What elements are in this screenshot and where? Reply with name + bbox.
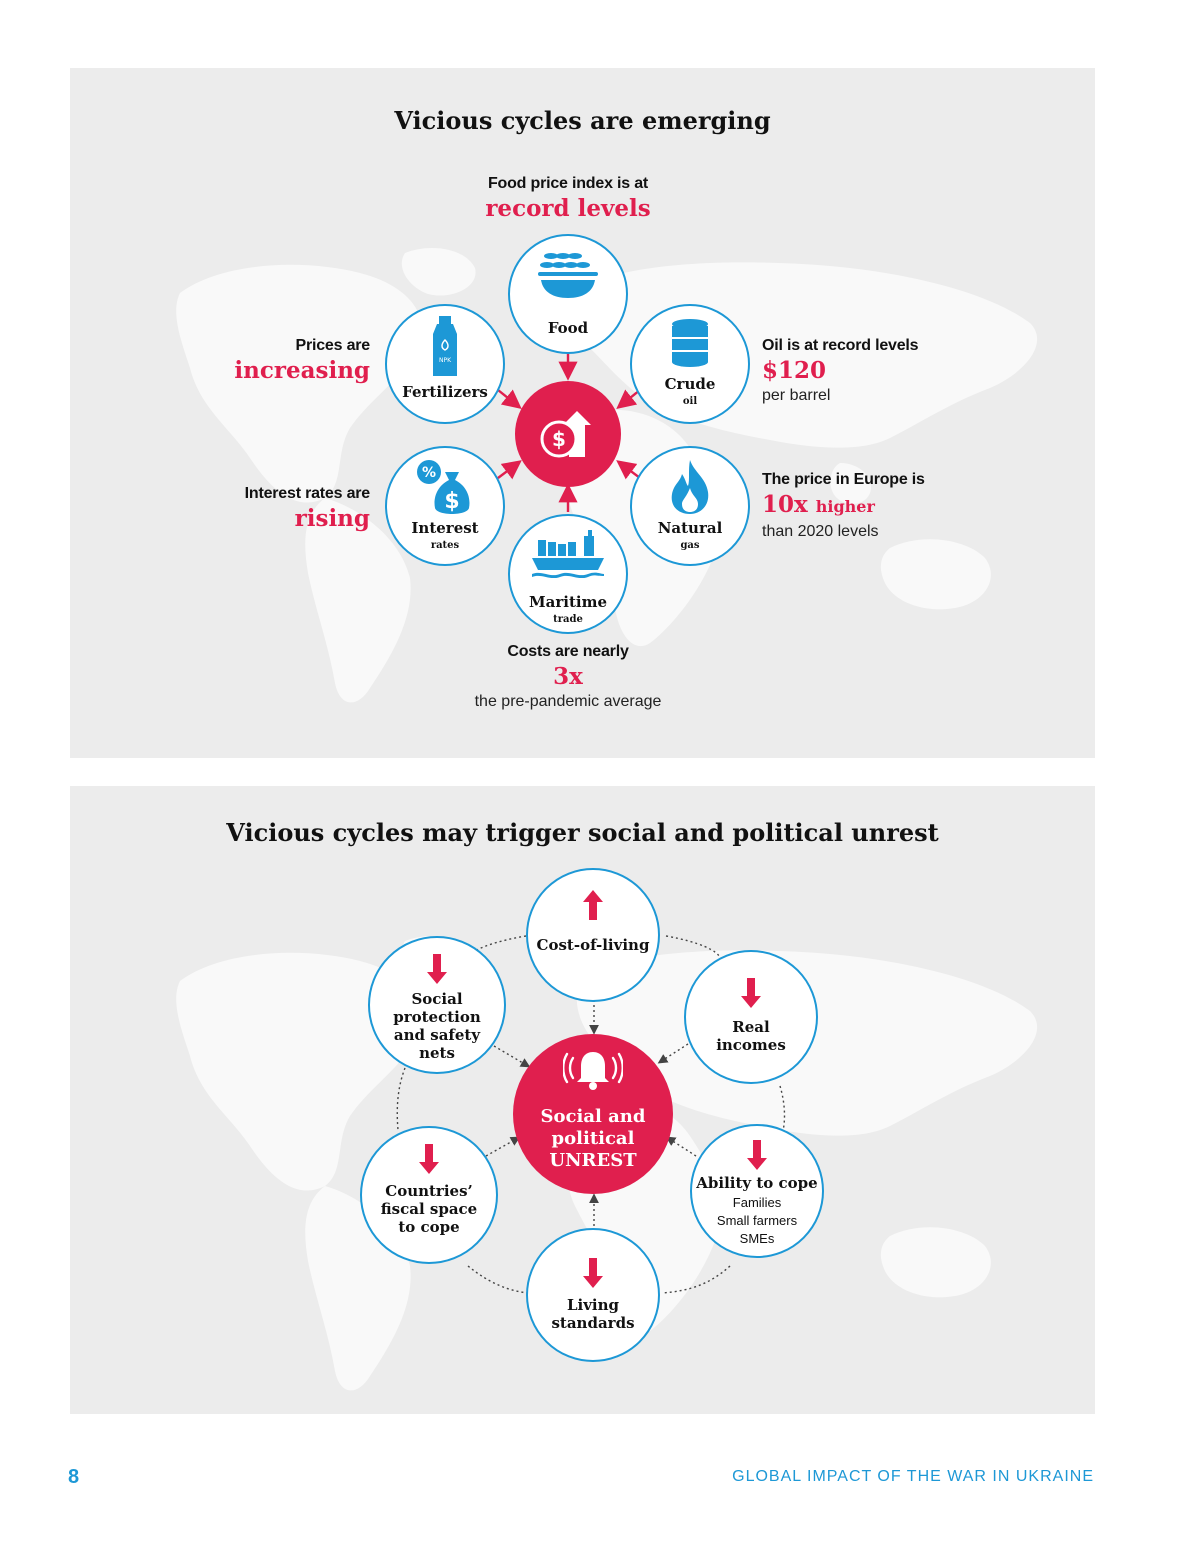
gas-annotation-lead: The price in Europe is <box>762 471 925 488</box>
unrest-line-1: Social and <box>540 1106 646 1127</box>
food-annotation <box>428 174 708 224</box>
ability-item-small-farmers: Small farmers <box>716 1213 798 1228</box>
flame-icon <box>668 458 712 514</box>
svg-text:$: $ <box>444 489 460 514</box>
fiscal-space-line-2: fiscal space <box>380 1200 478 1218</box>
oil-annotation <box>762 336 982 406</box>
crude-label: Crude <box>664 375 716 393</box>
unrest-panel <box>70 786 1095 1414</box>
real-incomes-node <box>684 950 818 1084</box>
fertilizers-node <box>385 304 505 424</box>
arrow-down-icon <box>583 1258 603 1288</box>
food-annotation-value: record levels <box>485 195 651 222</box>
gas-sublabel: gas <box>680 540 700 551</box>
fertilizer-annotation-lead: Prices are <box>295 337 370 354</box>
maritime-sublabel: trade <box>553 614 583 625</box>
bottle-label: NPK <box>438 357 452 364</box>
svg-text:%: % <box>421 465 437 481</box>
social-protection-line-1: Social <box>411 990 463 1008</box>
fiscal-space-line-1: Countries’ <box>385 1182 473 1200</box>
rising-price-hub <box>515 381 621 487</box>
gas-annotation-value-suffix: higher <box>815 497 875 516</box>
social-protection-node <box>368 936 506 1074</box>
real-incomes-line-1: Real <box>732 1018 770 1036</box>
panel-title: Vicious cycles may trigger social and political unrest <box>226 818 939 847</box>
interest-rates-node <box>385 446 505 566</box>
food-node <box>508 234 628 354</box>
fertilizer-annotation <box>190 336 370 386</box>
gas-annotation <box>762 470 982 542</box>
living-standards-line-2: standards <box>551 1314 635 1332</box>
interest-annotation <box>190 484 370 534</box>
interest-annotation-value: rising <box>294 505 370 532</box>
ability-item-families: Families <box>732 1195 782 1210</box>
arrow-down-icon <box>427 954 447 984</box>
arrow-down-icon <box>741 978 761 1008</box>
interest-label: Interest <box>411 519 479 537</box>
money-bag-percent-icon <box>415 458 475 518</box>
page-number: 8 <box>68 1466 80 1488</box>
gas-label: Natural <box>657 519 723 537</box>
panel-title: Vicious cycles are emerging <box>394 106 771 135</box>
fiscal-space-line-3: to cope <box>398 1218 460 1236</box>
gas-annotation-tail: than 2020 levels <box>762 523 879 540</box>
vicious-cycles-panel <box>70 68 1095 758</box>
crude-sublabel: oil <box>682 396 698 407</box>
cargo-ship-icon <box>530 530 606 578</box>
oil-barrel-icon <box>670 318 710 368</box>
oil-annotation-lead: Oil is at record levels <box>762 337 919 354</box>
grain-bowl-icon <box>533 250 603 302</box>
svg-text:$: $ <box>552 427 566 451</box>
social-protection-line-2: protection <box>393 1008 481 1026</box>
running-footer-title: GLOBAL IMPACT OF THE WAR IN UKRAINE <box>732 1468 1094 1485</box>
unrest-line-2: political <box>551 1128 635 1149</box>
fiscal-space-node <box>360 1126 498 1264</box>
arrow-up-icon <box>583 890 603 920</box>
maritime-trade-node <box>508 514 628 634</box>
maritime-annotation-value: 3x <box>553 663 583 690</box>
food-annotation-lead: Food price index is at <box>487 175 649 192</box>
ability-to-cope-label: Ability to cope <box>696 1174 818 1192</box>
alarm-bell-icon <box>563 1048 623 1094</box>
maritime-annotation <box>428 642 708 712</box>
cost-of-living-node <box>526 868 660 1002</box>
ability-to-cope-node <box>690 1124 824 1258</box>
fertilizer-annotation-value: increasing <box>234 357 370 384</box>
real-incomes-line-2: incomes <box>716 1036 786 1054</box>
arrow-down-icon <box>419 1144 439 1174</box>
oil-annotation-tail: per barrel <box>762 387 831 404</box>
arrow-down-icon <box>747 1140 767 1170</box>
unrest-line-3: UNREST <box>549 1150 637 1171</box>
living-standards-line-1: Living <box>566 1296 620 1314</box>
fertilizers-label: Fertilizers <box>402 383 488 401</box>
gas-annotation-value: 10x <box>762 491 808 518</box>
maritime-annotation-tail: the pre-pandemic average <box>474 693 662 710</box>
dollar-rising-icon <box>515 381 621 487</box>
natural-gas-node <box>630 446 750 566</box>
gas-annotation-value-line <box>762 490 982 522</box>
interest-annotation-lead: Interest rates are <box>244 485 370 502</box>
social-protection-line-4: nets <box>419 1044 455 1062</box>
ability-item-smes: SMEs <box>739 1231 775 1246</box>
social-unrest-hub <box>513 1034 673 1194</box>
cost-of-living-label: Cost-of-living <box>536 936 650 954</box>
living-standards-node <box>526 1228 660 1362</box>
oil-annotation-value: $120 <box>762 357 827 384</box>
crude-oil-node <box>630 304 750 424</box>
fertilizer-bottle-icon <box>427 316 463 378</box>
maritime-annotation-lead: Costs are nearly <box>507 643 629 660</box>
social-protection-line-3: and safety <box>393 1026 481 1044</box>
food-label: Food <box>547 319 589 337</box>
interest-sublabel: rates <box>430 540 460 551</box>
maritime-label: Maritime <box>529 593 607 611</box>
